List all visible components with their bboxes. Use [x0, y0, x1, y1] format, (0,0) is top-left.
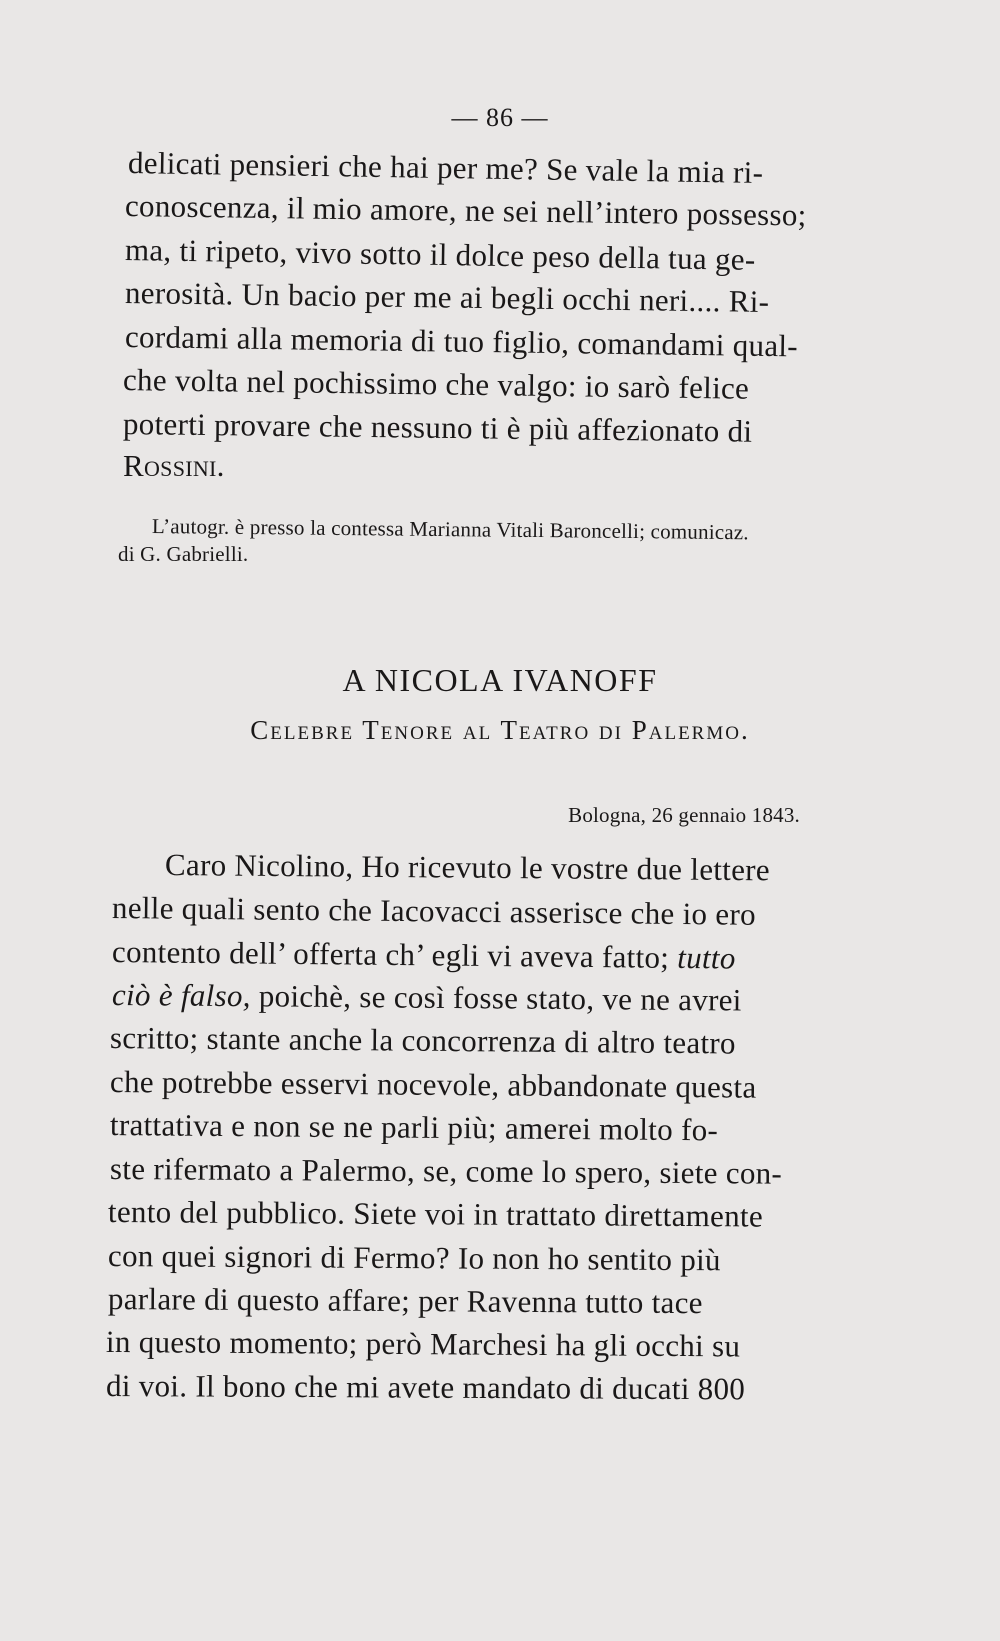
- body-line: in questo momento; però Marchesi ha gli occhi su: [105, 1324, 741, 1364]
- section-title: A NICOLA IVANOFF: [342, 662, 658, 698]
- footnote-line: di G. Gabrielli.: [118, 542, 249, 566]
- body-line: nelle quali sento che Iacovacci asserisce che io ero: [111, 890, 757, 932]
- body-line: conoscenza, il mio amore, ne sei nell’intero possesso;: [124, 188, 807, 233]
- body-line: trattativa e non se ne parli più; amerei molto fo-: [109, 1107, 719, 1148]
- body-line: che potrebbe esservi nocevole, abbandonate questa: [109, 1064, 757, 1105]
- emphasis-text: ciò è falso,: [111, 977, 251, 1014]
- body-text: poichè, se così fosse stato, ve ne avrei: [250, 978, 742, 1018]
- body-line: scritto; stante anche la concorrenza di altro teatro: [109, 1020, 736, 1061]
- body-line: ma, ti ripeto, vivo sotto il dolce peso della tua ge-: [124, 232, 756, 277]
- body-line: delicati pensieri che hai per me? Se vale la mia ri-: [127, 145, 764, 190]
- body-line: ste rifermato a Palermo, se, come lo spero, siete con-: [109, 1151, 783, 1191]
- body-line: [112, 975, 742, 1020]
- body-text: contento dell’ offerta ch’ egli vi aveva fatto;: [111, 934, 670, 975]
- emphasis-text: tutto: [677, 939, 736, 976]
- body-line: poterti provare che nessuno ti è più affezionato di: [122, 406, 753, 449]
- signature: Rossini.: [123, 448, 225, 483]
- page-number: — 86 —: [451, 103, 549, 132]
- section-subtitle: Celebre Tenore al Teatro di Palermo.: [250, 715, 750, 745]
- body-line: [112, 932, 736, 979]
- body-line: tento del pubblico. Siete voi in trattato direttamente: [107, 1194, 764, 1234]
- dateline: Bologna, 26 gennaio 1843.: [568, 803, 800, 827]
- body-line: che volta nel pochissimo che valgo: io sarò felice: [122, 362, 750, 406]
- body-line: parlare di questo affare; per Ravenna tutto tace: [107, 1281, 703, 1321]
- body-line: con quei signori di Fermo? Io non ho sentito più: [107, 1238, 721, 1278]
- body-line: Caro Nicolino, Ho ricevuto le vostre due lettere: [164, 847, 771, 888]
- body-line: cordami alla memoria di tuo figlio, comandami qual-: [124, 319, 799, 364]
- footnote-line: L’autogr. è presso la contessa Marianna Vitali Baroncelli; comunicaz.: [151, 514, 749, 545]
- body-line: di voi. Il bono che mi avete mandato di ducati 800: [105, 1368, 746, 1407]
- body-line: nerosità. Un bacio per me ai begli occhi neri.... Ri-: [124, 275, 770, 319]
